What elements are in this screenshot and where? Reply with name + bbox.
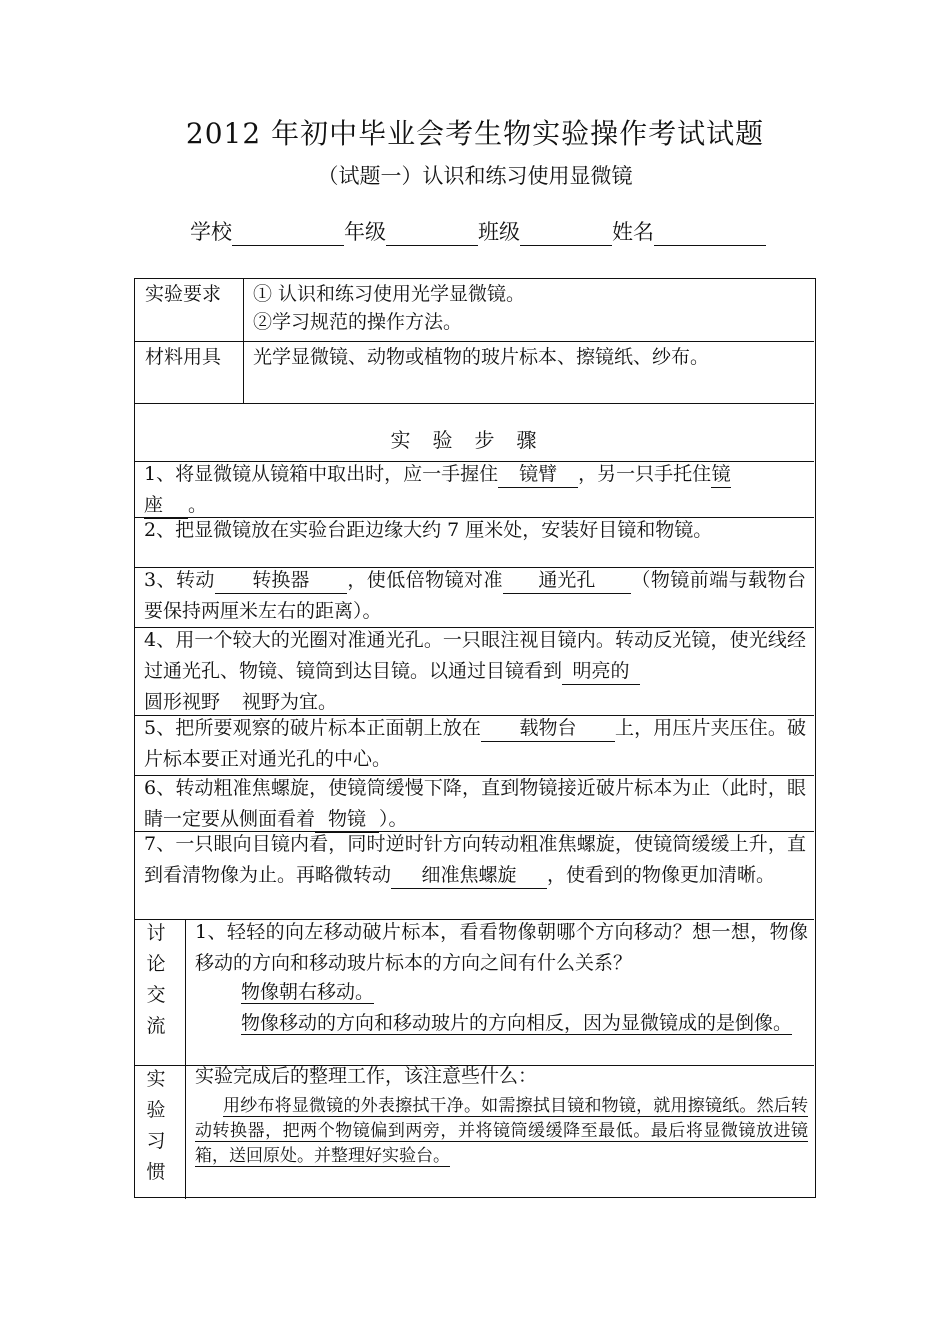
step-1-answer-1: 镜臂 (498, 461, 578, 488)
step-7-row (135, 831, 814, 919)
step-4-answer-2: 圆形视野 (144, 689, 242, 716)
class-label: 班级 (478, 220, 520, 244)
school-label: 学校 (190, 220, 232, 244)
materials-label: 材料用具 (145, 346, 222, 368)
page-title: 2012 年初中毕业会考生物实验操作考试试题 (185, 117, 765, 150)
requirements-line-2: ②学习规范的操作方法。 (253, 311, 463, 333)
step-4-row (135, 627, 814, 715)
exam-sheet-table (134, 278, 816, 1198)
step-7-answer: 细准焦螺旋 (391, 862, 547, 889)
habits-label-char: 习 (146, 1130, 166, 1152)
school-field[interactable] (232, 217, 344, 246)
habits-row (135, 1065, 814, 1199)
grade-label: 年级 (344, 220, 386, 244)
step-6-part-a: 6、转动粗准焦螺旋，使镜筒缓慢下降，直到物镜接近破片标本为止（此时，眼睛一定要从侧面看着 (144, 777, 806, 830)
requirements-row (135, 279, 814, 341)
step-3-part-a: 3、转动 (144, 569, 215, 591)
step-4-part-b: 视野为宜。 (242, 691, 338, 713)
requirements-line-1: ① 认识和练习使用光学显微镜。 (253, 283, 526, 305)
habits-label-char: 实 (146, 1068, 166, 1090)
materials-row (135, 341, 814, 403)
step-3-text (144, 565, 806, 627)
step-6-part-b: ）。 (379, 808, 408, 830)
discussion-row (135, 919, 814, 1065)
step-1-answer-2a: 镜 (711, 461, 731, 488)
name-field[interactable] (654, 217, 766, 246)
student-info-line (190, 216, 766, 246)
step-3-row (135, 567, 814, 627)
step-5-part-b: 上，用压片夹压住。破片标本要正对通光孔的中心。 (144, 717, 806, 770)
requirements-label: 实验要求 (145, 283, 222, 305)
habits-label-char: 验 (146, 1099, 166, 1121)
step-4-answer-1: 明亮的 (562, 658, 640, 685)
grade-field[interactable] (386, 217, 478, 246)
discussion-label-char: 讨 (146, 922, 166, 944)
step-1-part-c: 。 (188, 494, 208, 516)
discussion-label-char: 交 (146, 984, 166, 1006)
step-4-text (144, 625, 806, 718)
discussion-label-char: 流 (146, 1015, 166, 1037)
step-7-part-b: ，使看到的物像更加清晰。 (547, 864, 776, 886)
habits-label (145, 1064, 167, 1188)
step-6-row (135, 775, 814, 831)
discussion-question: 1、轻轻的向左移动破片标本，看看物像朝哪个方向移动？想一想，物像移动的方向和移动玻片标本的方向之间有什么关系？ (195, 921, 808, 974)
step-5-part-a: 5、把所要观察的破片标本正面朝上放在 (144, 717, 481, 739)
class-field[interactable] (520, 217, 612, 246)
habits-question: 实验完成后的整理工作，该注意些什么： (195, 1065, 538, 1087)
step-1-part-a: 1、将显微镜从镜箱中取出时，应一手握住 (144, 463, 499, 485)
habits-answer: 用纱布将显微镜的外表擦拭干净。如需擦拭目镜和物镜，就用擦镜纸。然后转动转换器，把两个物镜偏到两旁，并将镜筒缓缓降至最低。最后将显微镜放进镜箱，送回原处。并整理好实验台。 (195, 1096, 808, 1166)
habits-label-char: 惯 (146, 1161, 166, 1183)
step-4-part-a: 4、用一个较大的光圈对准通光孔。一只眼注视目镜内。转动反光镜，使光线经过通光孔、物镜、镜筒到达目镜。以通过目镜看到 (144, 629, 806, 682)
step-5-answer: 载物台 (481, 715, 615, 742)
steps-heading: 实验步骤 (390, 428, 559, 452)
step-1-text (144, 459, 806, 521)
materials-text: 光学显微镜、动物或植物的玻片标本、擦镜纸、纱布。 (253, 346, 710, 368)
step-3-part-c: （物镜前端与载物台要保持两厘米左右的距离）。 (144, 569, 806, 622)
page-subtitle: （试题一）认识和练习使用显微镜 (317, 164, 633, 188)
step-7-text (144, 829, 806, 891)
step-7-part-a: 7、一只眼向目镜内看，同时逆时针方向转动粗准焦螺旋，使镜筒缓缓上升，直到看清物像为止。再略微转动 (144, 833, 806, 886)
discussion-answer-2: 物像移动的方向和移动玻片的方向相反，因为显微镜成的是倒像。 (241, 1012, 793, 1034)
step-3-part-b: ，使低倍物镜对准 (346, 569, 503, 591)
step-1-part-b: ，另一只手托住 (578, 463, 712, 485)
steps-heading-row (135, 403, 814, 461)
step-2-text: 2、把显微镜放在实验台距边缘大约 7 厘米处，安装好目镜和物镜。 (144, 519, 713, 541)
step-6-text (144, 773, 806, 835)
name-label: 姓名 (612, 220, 654, 244)
step-1-row (135, 461, 814, 517)
discussion-column-divider (185, 919, 186, 1199)
step-3-answer-1: 转换器 (215, 567, 347, 594)
step-2-row (135, 517, 814, 567)
step-1-answer-2b: 座 (144, 492, 188, 519)
discussion-label-char: 论 (146, 953, 166, 975)
step-3-answer-2: 通光孔 (503, 567, 631, 594)
label-column-divider (243, 279, 244, 403)
step-5-row (135, 715, 814, 775)
step-6-answer: 物镜 (315, 806, 379, 833)
discussion-label (145, 918, 167, 1042)
step-5-text (144, 713, 806, 775)
discussion-answer-1: 物像朝右移动。 (241, 981, 375, 1003)
